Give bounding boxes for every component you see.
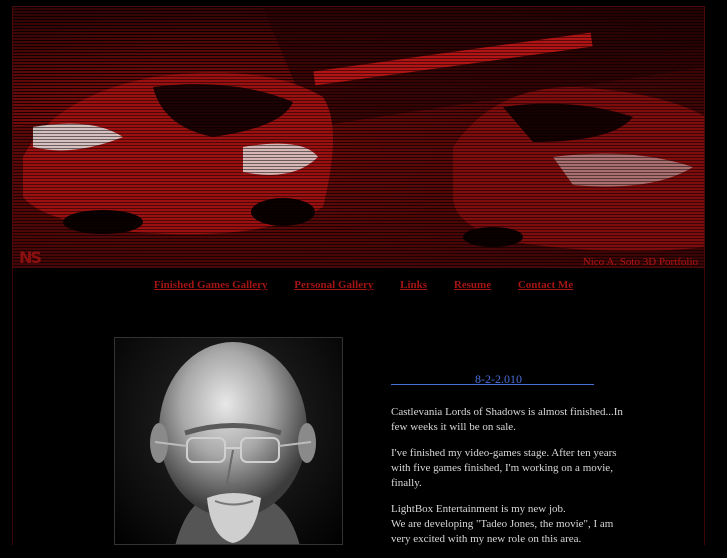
logo-mark: NS — [19, 248, 40, 267]
news-paragraph: Castlevania Lords of Shadows is almost finished...In few weeks it will be on sale. — [391, 406, 623, 433]
news-date[interactable]: ______________8-2-2.010____________ — [391, 372, 594, 386]
page-border-left — [12, 268, 13, 545]
news-line: We are developing "Tadeo Jones, the movie", I am very excited with my new role on this area. — [391, 518, 614, 545]
main-navigation — [0, 279, 727, 291]
nav-link-resume[interactable]: Resume — [453, 279, 492, 291]
news-paragraph — [391, 502, 631, 547]
nav-link-contact-me[interactable]: Contact Me — [517, 279, 574, 291]
nav-link-personal-gallery[interactable]: Personal Gallery — [294, 279, 374, 291]
nav-link-finished-games-gallery[interactable]: Finished Games Gallery — [153, 279, 268, 291]
race-cars-banner-image — [13, 7, 705, 268]
news-paragraph: I've finished my video-games stage. After ten years with five games finished, I'm working on a movie, finally. — [391, 447, 617, 489]
site-title: Nico A. Soto 3D Portfolio — [582, 256, 698, 268]
nav-link-links[interactable]: Links — [400, 279, 428, 291]
news-line: LightBox Entertainment is my new job. — [391, 503, 566, 515]
3d-portrait-image[interactable] — [114, 337, 343, 545]
page-border-right — [704, 268, 705, 545]
header-banner — [12, 6, 705, 268]
bald-man-sculpt-image — [115, 338, 343, 545]
news-content — [391, 372, 631, 558]
